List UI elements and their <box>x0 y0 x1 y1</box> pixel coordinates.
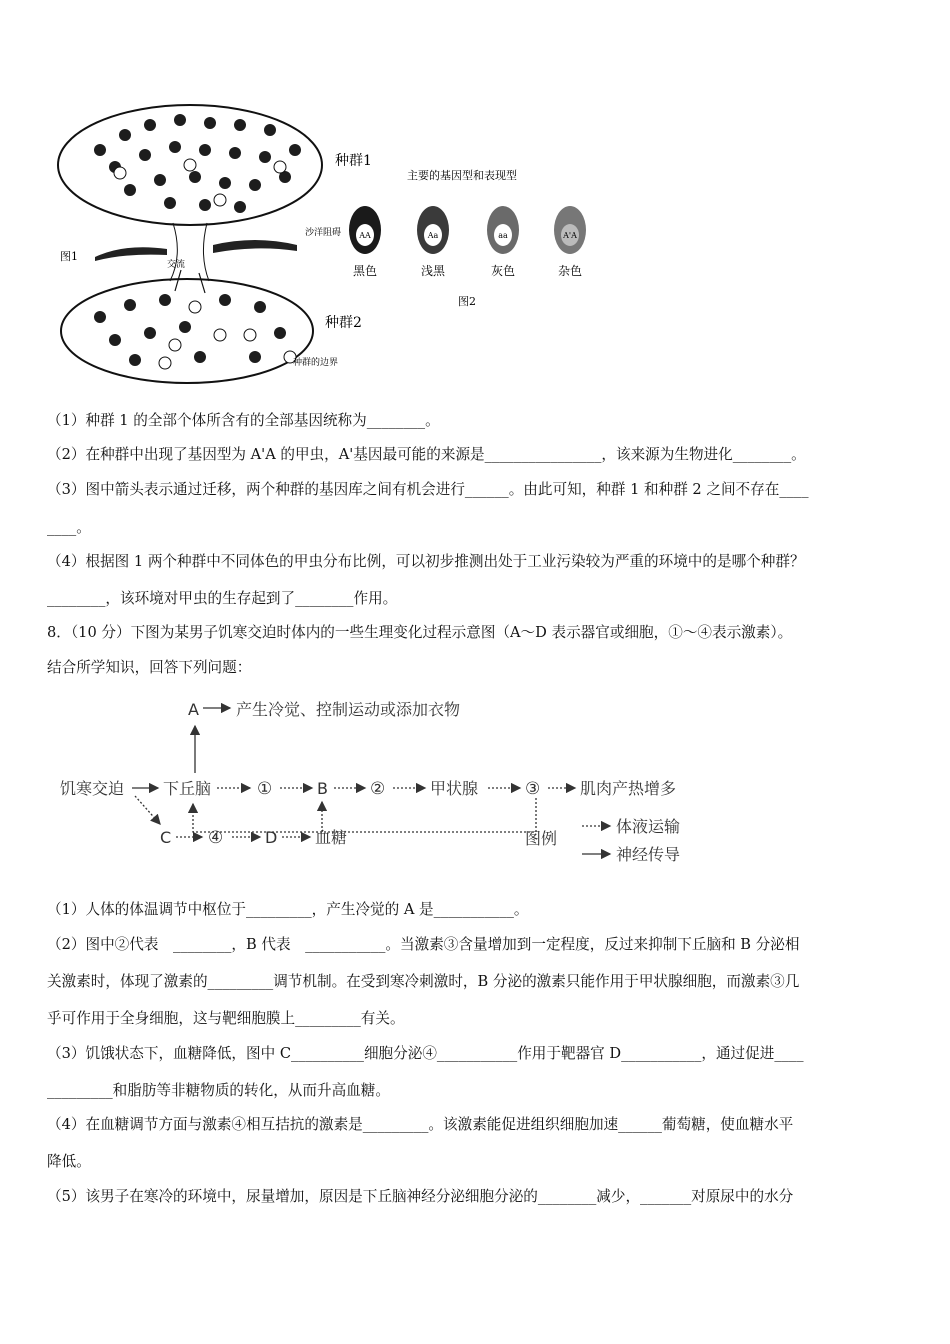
population-1-beetles <box>94 114 301 213</box>
figure-2-label: 图2 <box>458 295 476 308</box>
beetle-aa-lightblack <box>417 206 449 278</box>
q7-part3-line1: （3）图中箭头表示通过迁移，两个种群的基因库之间有机会进行______。由此可知，种群 1 和种群 2 之间不存在____ <box>47 481 809 498</box>
q7-part4-line2: ________，该环境对甲虫的生存起到了________作用。 <box>47 590 398 607</box>
q7-part1: （1）种群 1 的全部个体所含有的全部基因统称为________。 <box>47 412 440 429</box>
beetle-genotype: aa <box>498 231 508 240</box>
exchange-arrow <box>175 270 181 291</box>
q8-part3-line2: _________和脂肪等非糖物质的转化，从而升高血糖。 <box>47 1082 390 1099</box>
exchange-arrow <box>199 273 205 293</box>
beetle-population-figure <box>55 95 615 385</box>
exchange-label: 交流 <box>167 260 186 270</box>
beetle-phenotype: 黑色 <box>352 264 378 278</box>
exchange-corridor <box>203 223 209 281</box>
beetle-genotype: AA <box>359 231 371 240</box>
barrier-label: 沙洋阻碍 <box>305 228 342 238</box>
beetle-genotype: A'A <box>563 231 577 240</box>
a-effect: 产生冷觉、控制运动或添加衣物 <box>236 700 461 719</box>
effect-heat: 肌肉产热增多 <box>580 779 677 798</box>
hormone-3: ③ <box>525 779 541 799</box>
q8-part3-line1: （3）饥饿状态下，血糖降低，图中 C__________细胞分泌④___________作用于靶器官 D___________，通过促进____ <box>47 1045 804 1062</box>
hormone-4: ④ <box>208 828 224 848</box>
population-1-label: 种群1 <box>335 153 372 169</box>
node-c: C <box>160 828 172 847</box>
q8-part4-line1: （4）在血糖调节方面与激素④相互拮抗的激素是_________。该激素能促进组织细胞加速______葡萄糖，使血糖水平 <box>47 1116 794 1133</box>
node-glucose: 血糖 <box>315 828 348 847</box>
barrier-mound-right <box>213 240 297 253</box>
genotype-legend-title: 主要的基因型和表现型 <box>407 169 517 182</box>
q8-part5: （5）该男子在寒冷的环境中，尿量增加，原因是下丘脑神经分泌细胞分泌的________减少，_______对原尿中的水分 <box>47 1188 794 1205</box>
beetle-variegated <box>554 206 586 278</box>
node-d: D <box>265 828 278 847</box>
q8-part2-line3: 乎可作用于全身细胞，这与靶细胞膜上_________有关。 <box>47 1010 405 1027</box>
beetle-aa-black <box>349 206 381 278</box>
barrier-mound-left <box>95 247 167 261</box>
node-hypothalamus: 下丘脑 <box>163 779 212 798</box>
beetle-phenotype: 杂色 <box>557 264 583 278</box>
node-a: A <box>188 700 199 719</box>
beetle-phenotype: 浅黑 <box>420 264 446 278</box>
q8-intro-line1: 8．（10 分）下图为某男子饥寒交迫时体内的一些生理变化过程示意图（A～D 表示器官或细胞，①～④表示激素）。 <box>47 624 793 641</box>
node-b: B <box>317 779 328 798</box>
legend-fluid: 体液运输 <box>616 817 681 836</box>
beetle-aa-gray <box>487 206 519 278</box>
exchange-corridor <box>170 223 177 281</box>
q7-part4-line1: （4）根据图 1 两个种群中不同体色的甲虫分布比例，可以初步推测出处于工业污染较为严重的环境中的是哪个种群？ <box>47 553 805 570</box>
node-thyroid: 甲状腺 <box>430 779 479 798</box>
q8-part4-line2: 降低。 <box>47 1153 91 1170</box>
q8-part1: （1）人体的体温调节中枢位于_________，产生冷觉的 A 是___________。 <box>47 901 529 918</box>
q8-intro-line2: 结合所学知识，回答下列问题： <box>47 659 252 676</box>
q8-part2-line1: （2）图中②代表 ________，B 代表 ___________。当激素③含量增加到一定程度，反过来抑制下丘脑和 B 分泌相 <box>47 936 800 953</box>
legend-nerve: 神经传导 <box>616 845 681 864</box>
beetle-phenotype: 灰色 <box>490 264 516 278</box>
node-start: 饥寒交迫 <box>60 779 125 798</box>
regulation-diagram <box>60 688 760 868</box>
q8-part2-line2: 关激素时，体现了激素的_________调节机制。在受到寒冷刺激时，B 分泌的激素只能作用于甲状腺细胞，而激素③几 <box>47 973 800 990</box>
q7-part2: （2）在种群中出现了基因型为 A'A 的甲虫，A'基因最可能的来源是________________，该来源为生物进化________。 <box>47 446 806 463</box>
legend-title: 图例 <box>525 829 558 848</box>
beetle-genotype: Aa <box>427 231 439 240</box>
hormone-2: ② <box>370 779 386 799</box>
population-2-label: 种群2 <box>325 315 362 331</box>
q7-part3-line2: ____。 <box>47 519 91 536</box>
boundary-label: 种群的边界 <box>293 358 339 368</box>
hormone-1: ① <box>257 779 273 799</box>
figure-1-label: 图1 <box>60 250 78 263</box>
